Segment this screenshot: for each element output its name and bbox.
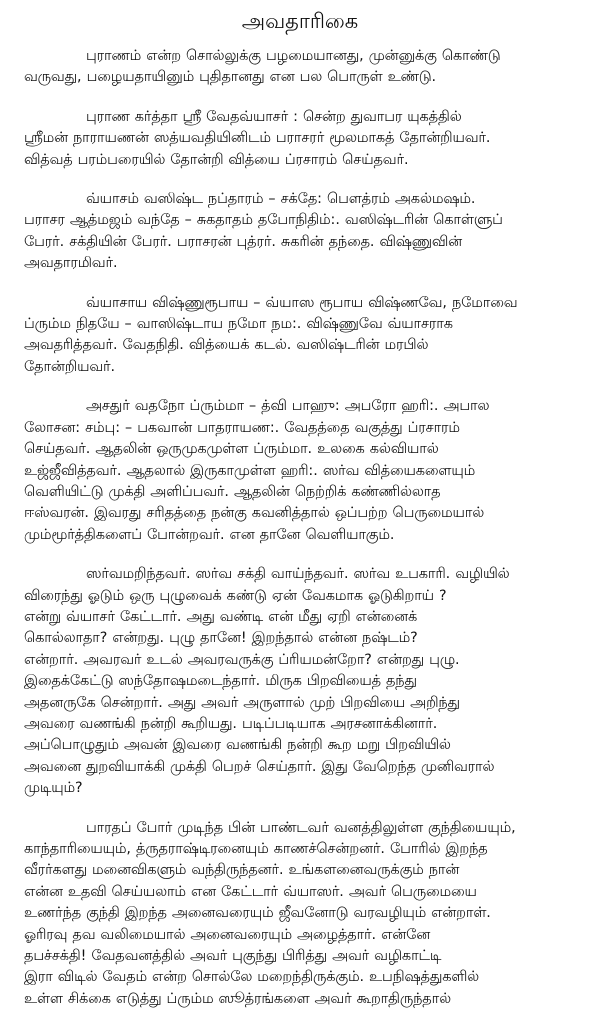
text-line: விரைந்து ஓடும் ஒரு புழுவைக் கண்டு ஏன் வேகமாக ஓடுகிறாய் ? <box>24 587 447 604</box>
text-line: ஓரிரவு தவ வலிமையால் அனைவரையும் அழைத்தார். என்னே <box>24 926 431 943</box>
text-line: லோசன: சம்பு: – பகவான் பாதராயண:. வேதத்தை வகுத்து ப்ரசாரம் <box>24 419 460 436</box>
text-line: அவனை துறவியாக்கி முக்தி பெறச் செய்தார். இது வேறெந்த முனிவரால் <box>24 758 495 775</box>
text-line: வித்வத் பரம்பரையில் தோன்றி வித்யை ப்ரசாரம் செய்தவர். <box>24 151 409 168</box>
text-line: முடியும்? <box>24 780 83 797</box>
text-line: உஜ்ஜீவித்தவர். ஆதலால் இருகாமுள்ள ஹரி:. ஸர்வ வித்யைகளையும் <box>24 462 476 479</box>
text-line: மும்மூர்த்திகளைப் போன்றவர். என தானே வெளியாகும். <box>24 526 395 543</box>
text-line: இரா விடில் வேதம் என்ற சொல்லே மறைந்திருக்கும். உபநிஷத்துகளில் <box>24 969 480 986</box>
text-line: ஸ்ரீமன் நாராயணன் ஸத்யவதியினிடம் பராசரர் மூலமாகத் தோன்றியவர். <box>24 130 491 147</box>
paragraph <box>24 396 576 546</box>
text-line: வ்யாசாய விஷ்ணுரூபாய – வ்யாஸ ரூபாய விஷ்ணவே, நமோவை <box>86 294 518 311</box>
text-line: புராண கர்த்தா ஸ்ரீ வேதவ்யாசர் : சென்ற துவாபர யுகத்தில் <box>86 108 462 125</box>
paragraph <box>24 189 576 275</box>
text-line: அவதாரமிவர். <box>24 255 118 272</box>
text-line: தோன்றியவர். <box>24 358 116 375</box>
text-line: கொல்லாதா? என்றது. புழு தானே! இறந்தால் என்ன நஷ்டம்? <box>24 630 418 647</box>
text-line: ஸர்வமறிந்தவர். ஸர்வ சக்தி வாய்ந்தவர். ஸர்வ உபகாரி. வழியில் <box>86 566 510 583</box>
paragraph <box>24 107 576 171</box>
text-line: செய்தவர். ஆதலின் ஒருமுகமுள்ள ப்ரும்மா. உலகை கல்வியால் <box>24 441 439 458</box>
document-body <box>24 46 576 1010</box>
text-line: உணர்ந்த குந்தி இறந்த அனைவரையும் ஜீவனோடு வரவழியும் என்றாள். <box>24 905 491 922</box>
text-line: அப்பொழுதும் அவன் இவரை வணங்கி நன்றி கூற மறு பிறவியில் <box>24 737 451 754</box>
text-line: அசதுர் வதநோ ப்ரும்மா – த்வி பாஹு: அபரோ ஹரி:. அபால <box>86 398 490 415</box>
text-line: என்ன உதவி செய்யலாம் என கேட்டார் வ்யாஸர். அவர் பெருமையை <box>24 883 477 900</box>
paragraph <box>24 293 576 379</box>
paragraph <box>24 818 576 1011</box>
text-line: ப்ரும்ம நிதயே – வாஸிஷ்டாய நமோ நம:. விஷ்ணுவே வ்யாசராக <box>24 316 453 333</box>
text-line: தபச்சக்தி! வேதவனத்தில் அவர் புகுந்து பிரித்து அவர் வழிகாட்டி <box>24 948 442 965</box>
text-line: பாரதப் போர் முடிந்த பின் பாண்டவர் வனத்திலுள்ள குந்தியையும், <box>86 819 516 836</box>
text-line: அவரை வணங்கி நன்றி கூறியது. படிப்படியாக அரசனாக்கினார். <box>24 715 438 732</box>
text-line: என்று வ்யாசர் கேட்டார். அது வண்டி என் மீது ஏறி என்னைக் <box>24 608 418 625</box>
text-line: என்றார். அவரவர் உடல் அவரவருக்கு ப்ரியமன்றோ? என்றது புழு. <box>24 651 460 668</box>
paragraph <box>24 564 576 799</box>
text-line: வ்யாசம் வஸிஷ்ட நப்தாரம் – சக்தே: பௌத்ரம் அகல்மஷம். <box>86 191 476 208</box>
text-line: உள்ள சிக்கை எடுத்து ப்ரும்ம ஸூத்ரங்களை அவர் கூறாதிருந்தால் <box>24 990 451 1007</box>
text-line: பேரர். சக்தியின் பேரர். பராசரன் புத்ரர். சுகரின் தந்தை. விஷ்ணுவின் <box>24 233 462 250</box>
text-line: வருவது, பழையதாயினும் புதிதானது என பல பொருள் உண்டு. <box>24 69 437 86</box>
text-line: காந்தாரியையும், த்ருதராஷ்டிரனையும் காணச்சென்றனர். போரில் இறந்த <box>24 841 488 857</box>
text-line: ஈஸ்வரன். இவரது சரிதத்தை நன்கு கவனித்தால் ஒப்பற்ற பெருமையால் <box>24 505 485 522</box>
text-line: பராசர ஆத்மஜம் வந்தே – சுகதாதம் தபோநிதிம்:. வஸிஷ்டரின் கொள்ளுப் <box>24 212 503 229</box>
text-line: புராணம் என்ற சொல்லுக்கு பழமையானது, முன்னுக்கு கொண்டு <box>86 48 501 64</box>
page-title: அவதாரிகை <box>241 9 359 33</box>
text-line: வீரர்களது மனைவிகளும் வந்திருந்தனர். உங்களனைவருக்கும் நான் <box>24 862 460 879</box>
paragraph <box>24 46 576 89</box>
text-line: இதைக்கேட்டு ஸந்தோஷமடைந்தார். மிருக பிறவியைத் தந்து <box>24 673 417 690</box>
text-line: அவதரித்தவர். வேதநிதி. வித்யைக் கடல். வஸிஷ்டரின் மரபில் <box>24 337 429 354</box>
text-line: வெளியிட்டு முக்தி அளிப்பவர். ஆதலின் நெற்றிக் கண்ணில்லாத <box>24 483 441 500</box>
text-line: அதனருகே சென்றார். அது அவர் அருளால் முற் பிறவியை அறிந்து <box>24 694 460 711</box>
